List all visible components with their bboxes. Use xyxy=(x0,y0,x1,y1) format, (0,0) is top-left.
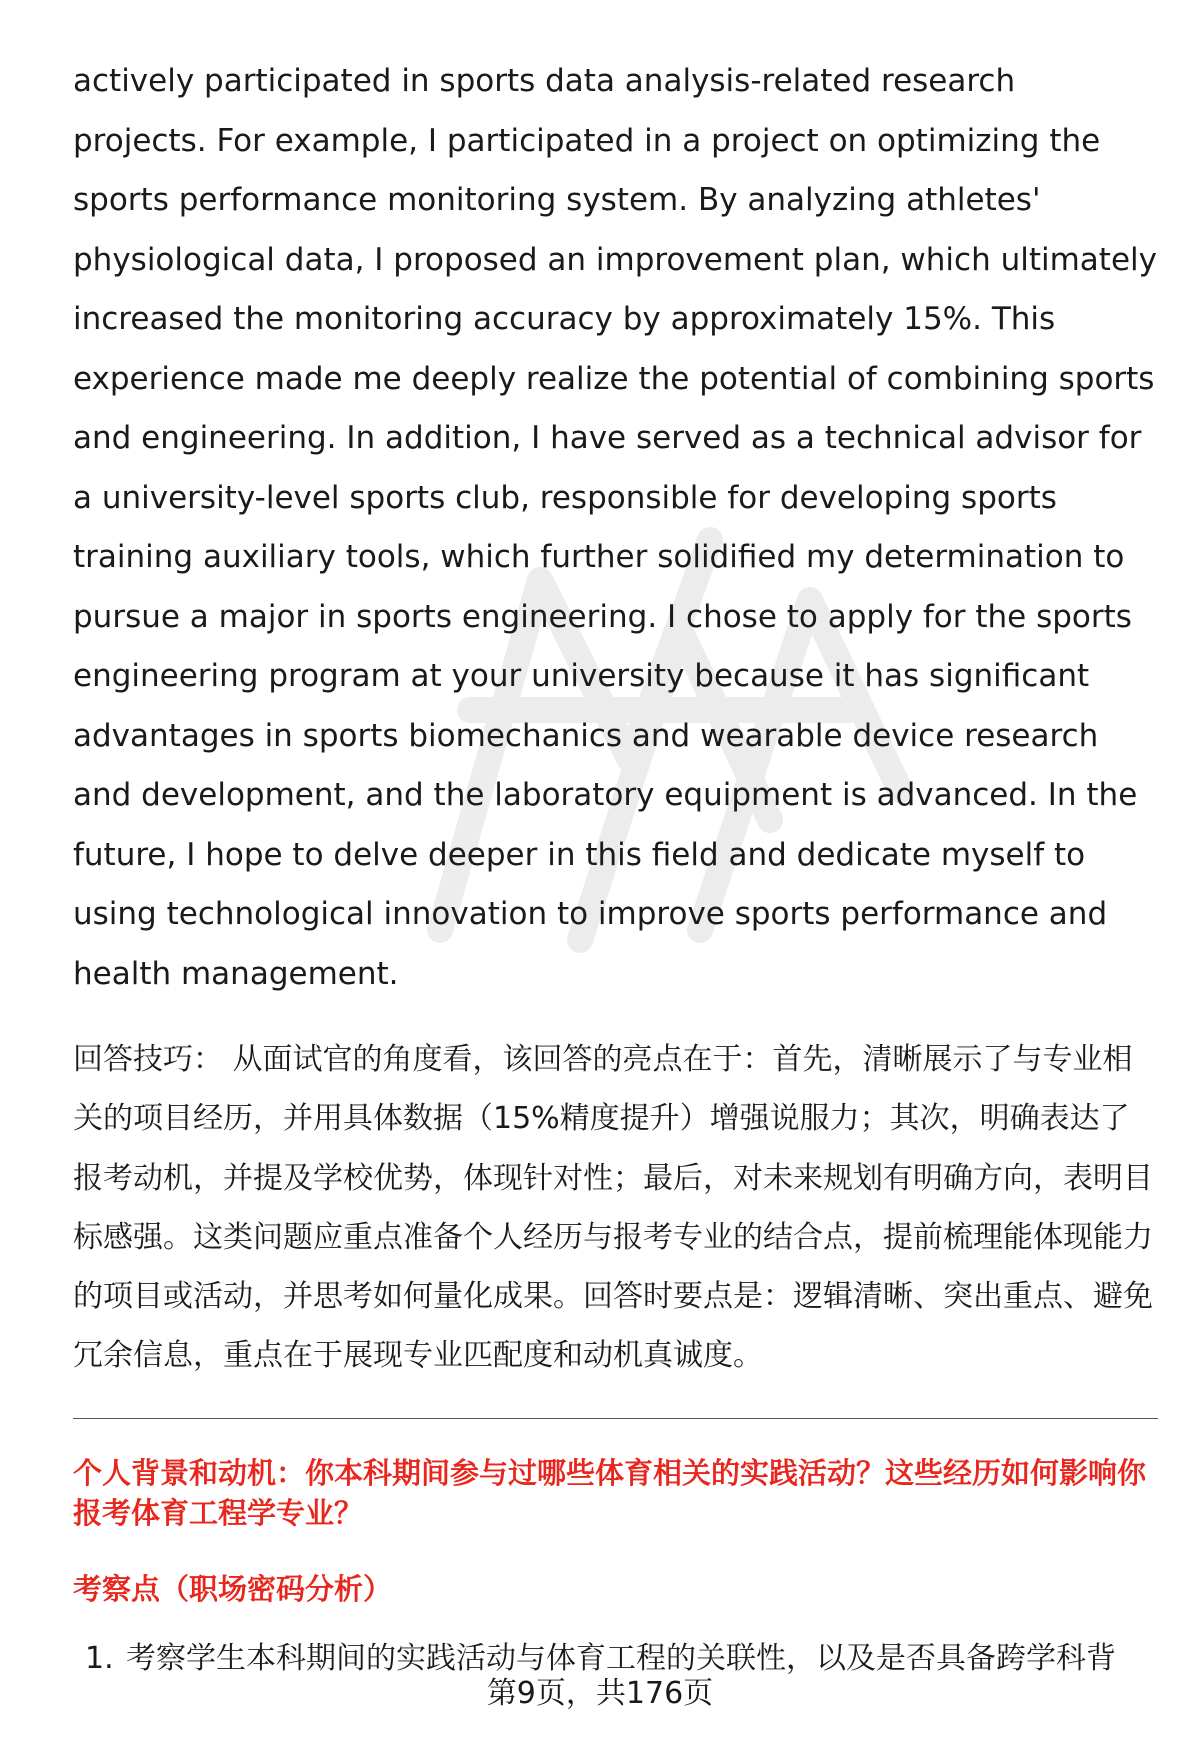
section-divider xyxy=(73,1418,1158,1419)
page-number-footer: 第9页，共176页 xyxy=(486,1676,714,1711)
focus-points-heading: 考察点（职场密码分析） xyxy=(73,1571,393,1606)
interview-question-heading: 个人背景和动机：你本科期间参与过哪些体育相关的实践活动？这些经历如何影响你报考体育工程学专业？ xyxy=(73,1455,1147,1530)
focus-points-list xyxy=(73,1639,1158,1679)
answer-tips-paragraph: 回答技巧： 从面试官的角度看，该回答的亮点在于：首先，清晰展示了与专业相关的项目经历，并用具体数据（15%精度提升）增强说服力；其次，明确表达了报考动机，并提及学校优势，体现针对性；最后，对未来规划有明确方向，表明目标感强。这类问题应重点准备个人经历与报考专业的结合点，提前梳理能体现能力的项目或活动，并思考如何量化成果。回答时要点是：逻辑清晰、突出重点、避免冗余信息，重点在于展现专业匹配度和动机真诚度。 xyxy=(73,1042,1153,1374)
answer-paragraph: actively participated in sports data analysis-related research projects. For example, I participated in a project on optimizing the sports performance monitoring system. By analyzing athletes' physiological data, I proposed an improvement plan, which ultimately increased the monitoring accuracy by approximately 15%. This experience made me deeply realize the potential of combining sports and engineering. In addition, I have served as a technical advisor for a university-level sports club, responsible for developing sports training auxiliary tools, which further solidified my determination to pursue a major in sports engineering. I chose to apply for the sports engineering program at your university because it has significant advantages in sports biomechanics and wearable device research and development, and the laboratory equipment is advanced. In the future, I hope to delve deeper in this field and dedicate myself to using technological innovation to improve sports performance and health management. xyxy=(73,63,1157,992)
list-item-number: 1. xyxy=(85,1640,114,1676)
list-item-text: 考察学生本科期间的实践活动与体育工程的关联性，以及是否具备跨学科背 xyxy=(126,1640,1116,1676)
list-item xyxy=(73,1639,1158,1679)
page-content xyxy=(73,52,1158,1679)
